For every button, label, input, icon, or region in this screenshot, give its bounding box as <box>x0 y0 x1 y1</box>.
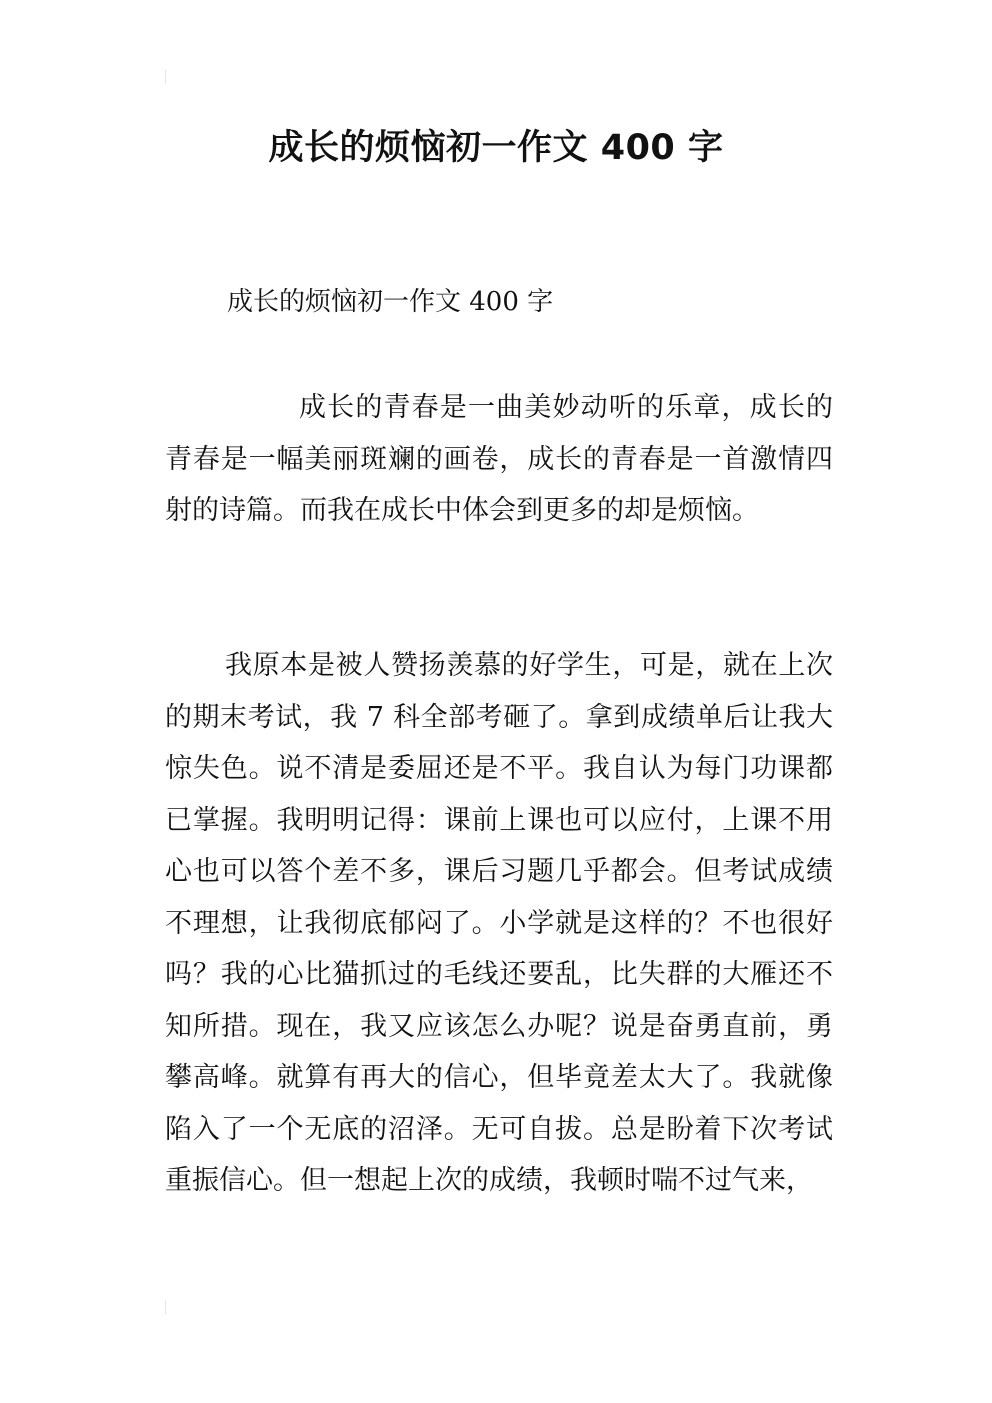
document-subtitle: 成长的烦恼初一作文 400 字 <box>227 287 554 317</box>
paragraph-1: 成长的青春是一曲美妙动听的乐章，成长的青春是一幅美丽斑斓的画卷，成长的青春是一首激情四射的诗篇。而我在成长中体会到更多的却是烦恼。 <box>165 392 833 526</box>
page-edge-mark-bottom <box>165 1300 166 1314</box>
page-edge-mark-top <box>165 70 166 84</box>
document-title: 成长的烦恼初一作文 400 字 <box>268 128 724 168</box>
paragraph-2: 我原本是被人赞扬羡慕的好学生，可是，就在上次的期末考试，我 7 科全部考砸了。拿到成绩单后让我大惊失色。说不清是委屈还是不平。我自认为每门功课都已掌握。我明明记得：课前上课也可以应付，上课不用心也可以答个差不多，课后习题几乎都会。但考试成绩不理想，让我彻底郁闷了。小学就是这样的？不也很好吗？我的心比猫抓过的毛线还要乱，比失群的大雁还不知所措。现在，我又应该怎么办呢？说是奋勇直前，勇攀高峰。就算有再大的信心，但毕竟差太大了。我就像陷入了一个无底的沼泽。无可自拔。总是盼着下次考试重振信心。但一想起上次的成绩，我顿时喘不过气来， <box>165 650 833 1196</box>
